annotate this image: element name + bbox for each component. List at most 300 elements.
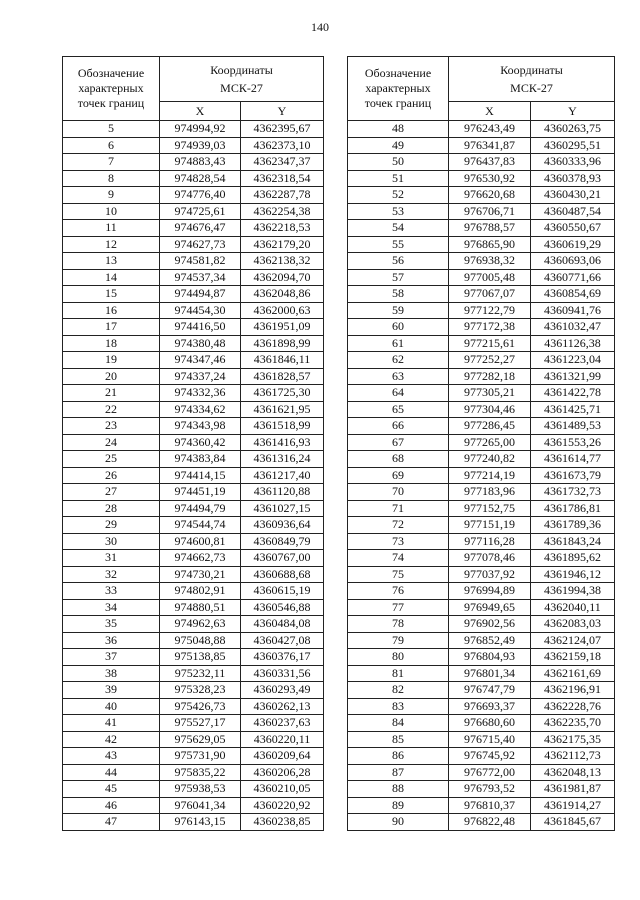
point-number: 24: [63, 434, 160, 451]
table-row: [348, 731, 615, 748]
point-number: 34: [63, 599, 160, 616]
x-coordinate: 975426,73: [160, 698, 241, 715]
y-coordinate: 4360619,29: [531, 236, 615, 253]
y-coordinate: 4361994,38: [531, 583, 615, 600]
point-label-header: Обозначение характерных точек границ: [63, 57, 160, 121]
point-number: 45: [63, 781, 160, 798]
x-coordinate: 975328,23: [160, 682, 241, 699]
point-number: 39: [63, 682, 160, 699]
x-coordinate: 974334,62: [160, 401, 241, 418]
point-number: 44: [63, 764, 160, 781]
point-number: 79: [348, 632, 449, 649]
point-number: 58: [348, 286, 449, 303]
table-row: [63, 781, 324, 798]
point-number: 23: [63, 418, 160, 435]
point-number: 61: [348, 335, 449, 352]
point-number: 69: [348, 467, 449, 484]
y-coordinate: 4360295,51: [531, 137, 615, 154]
y-coordinate: 4360767,00: [241, 550, 324, 567]
table-row: [63, 187, 324, 204]
table-row: [63, 203, 324, 220]
x-coordinate: 974828,54: [160, 170, 241, 187]
point-number: 30: [63, 533, 160, 550]
y-coordinate: 4361725,30: [241, 385, 324, 402]
x-coordinate: 976041,34: [160, 797, 241, 814]
point-number: 20: [63, 368, 160, 385]
x-coordinate: 974451,19: [160, 484, 241, 501]
x-coordinate: 977214,19: [449, 467, 531, 484]
x-coordinate: 977286,45: [449, 418, 531, 435]
y-coordinate: 4361828,57: [241, 368, 324, 385]
table-row: [348, 781, 615, 798]
y-coordinate: 4362048,86: [241, 286, 324, 303]
table-row: [63, 797, 324, 814]
y-coordinate: 4360210,05: [241, 781, 324, 798]
point-number: 68: [348, 451, 449, 468]
point-number: 36: [63, 632, 160, 649]
y-coordinate: 4361489,53: [531, 418, 615, 435]
point-number: 73: [348, 533, 449, 550]
y-coordinate: 4361898,99: [241, 335, 324, 352]
point-number: 52: [348, 187, 449, 204]
y-coordinate: 4361981,87: [531, 781, 615, 798]
point-number: 15: [63, 286, 160, 303]
y-coordinate: 4362347,37: [241, 154, 324, 171]
y-coordinate: 4360376,17: [241, 649, 324, 666]
point-number: 75: [348, 566, 449, 583]
y-coordinate: 4361223,04: [531, 352, 615, 369]
point-number: 37: [63, 649, 160, 666]
y-coordinate: 4360427,08: [241, 632, 324, 649]
y-coordinate: 4362040,11: [531, 599, 615, 616]
table-row: [348, 451, 615, 468]
x-coordinate: 977078,46: [449, 550, 531, 567]
table-row: [63, 385, 324, 402]
point-number: 22: [63, 401, 160, 418]
y-coordinate: 4361951,09: [241, 319, 324, 336]
y-coordinate: 4362228,76: [531, 698, 615, 715]
x-coordinate: 974880,51: [160, 599, 241, 616]
point-number: 50: [348, 154, 449, 171]
x-coordinate: 974627,73: [160, 236, 241, 253]
table-row: [63, 814, 324, 831]
table-row: [63, 566, 324, 583]
x-coordinate: 977304,46: [449, 401, 531, 418]
y-coordinate: 4362318,54: [241, 170, 324, 187]
point-number: 21: [63, 385, 160, 402]
y-coordinate: 4361673,79: [531, 467, 615, 484]
table-row: [348, 236, 615, 253]
x-coordinate: 974414,15: [160, 467, 241, 484]
table-row: [63, 682, 324, 699]
table-row: [63, 665, 324, 682]
point-number: 29: [63, 517, 160, 534]
y-coordinate: 4361895,62: [531, 550, 615, 567]
x-coordinate: 976772,00: [449, 764, 531, 781]
table-row: [348, 764, 615, 781]
x-coordinate: 974802,91: [160, 583, 241, 600]
point-number: 9: [63, 187, 160, 204]
x-coordinate: 974676,47: [160, 220, 241, 237]
y-coordinate: 4361425,71: [531, 401, 615, 418]
point-number: 60: [348, 319, 449, 336]
x-coordinate: 974383,84: [160, 451, 241, 468]
x-coordinate: 974343,98: [160, 418, 241, 435]
x-coordinate: 974380,48: [160, 335, 241, 352]
y-coordinate: 4360262,13: [241, 698, 324, 715]
x-coordinate: 976530,92: [449, 170, 531, 187]
x-coordinate: 975938,53: [160, 781, 241, 798]
y-coordinate: 4361846,11: [241, 352, 324, 369]
point-number: 13: [63, 253, 160, 270]
y-coordinate: 4360546,88: [241, 599, 324, 616]
x-coordinate: 975232,11: [160, 665, 241, 682]
x-coordinate: 974883,43: [160, 154, 241, 171]
x-coordinate: 976804,93: [449, 649, 531, 666]
x-coordinate: 974725,61: [160, 203, 241, 220]
point-number: 17: [63, 319, 160, 336]
x-coordinate: 976810,37: [449, 797, 531, 814]
point-label-header: Обозначение характерных точек границ: [348, 57, 449, 121]
y-coordinate: 4362159,18: [531, 649, 615, 666]
x-coordinate: 976437,83: [449, 154, 531, 171]
y-coordinate: 4360936,64: [241, 517, 324, 534]
point-number: 7: [63, 154, 160, 171]
table-row: [63, 731, 324, 748]
x-coordinate: 976747,79: [449, 682, 531, 699]
table-row: [63, 269, 324, 286]
y-coordinate: 4360293,49: [241, 682, 324, 699]
x-coordinate: 974994,92: [160, 121, 241, 138]
y-coordinate: 4362094,70: [241, 269, 324, 286]
table-row: [63, 368, 324, 385]
point-number: 89: [348, 797, 449, 814]
y-coordinate: 4360550,67: [531, 220, 615, 237]
point-number: 38: [63, 665, 160, 682]
point-number: 46: [63, 797, 160, 814]
point-number: 49: [348, 137, 449, 154]
x-coordinate: 974939,03: [160, 137, 241, 154]
point-number: 77: [348, 599, 449, 616]
point-number: 78: [348, 616, 449, 633]
table-row: [348, 187, 615, 204]
y-coordinate: 4362287,78: [241, 187, 324, 204]
point-number: 82: [348, 682, 449, 699]
x-coordinate: 974347,46: [160, 352, 241, 369]
table-row: [63, 748, 324, 765]
point-number: 57: [348, 269, 449, 286]
x-coordinate: 977116,28: [449, 533, 531, 550]
table-row: [348, 649, 615, 666]
point-number: 41: [63, 715, 160, 732]
table-row: [348, 319, 615, 336]
table-row: [348, 154, 615, 171]
table-row: [348, 632, 615, 649]
y-coordinate: 4361621,95: [241, 401, 324, 418]
y-coordinate: 4361126,38: [531, 335, 615, 352]
y-coordinate: 4361120,88: [241, 484, 324, 501]
x-coordinate: 974962,63: [160, 616, 241, 633]
point-number: 11: [63, 220, 160, 237]
table-row: [348, 368, 615, 385]
table-row: [348, 220, 615, 237]
point-number: 71: [348, 500, 449, 517]
table-row: [63, 154, 324, 171]
point-number: 5: [63, 121, 160, 138]
y-coordinate: 4360771,66: [531, 269, 615, 286]
y-coordinate: 4362083,03: [531, 616, 615, 633]
point-number: 31: [63, 550, 160, 567]
x-coordinate: 976706,71: [449, 203, 531, 220]
x-coordinate: 976902,56: [449, 616, 531, 633]
table-row: [63, 715, 324, 732]
point-number: 12: [63, 236, 160, 253]
x-coordinate: 974494,79: [160, 500, 241, 517]
point-number: 76: [348, 583, 449, 600]
table-row: [63, 236, 324, 253]
y-coordinate: 4361321,99: [531, 368, 615, 385]
point-number: 16: [63, 302, 160, 319]
x-coordinate: 974360,42: [160, 434, 241, 451]
y-coordinate: 4360941,76: [531, 302, 615, 319]
coordinates-table-right: [347, 56, 615, 831]
y-coordinate: 4360220,11: [241, 731, 324, 748]
x-coordinate: 976822,48: [449, 814, 531, 831]
table-row: [348, 616, 615, 633]
y-coordinate: 4362138,32: [241, 253, 324, 270]
x-coordinate: 975138,85: [160, 649, 241, 666]
x-coordinate: 976745,92: [449, 748, 531, 765]
table-row: [348, 385, 615, 402]
point-number: 40: [63, 698, 160, 715]
x-coordinate: 977215,61: [449, 335, 531, 352]
table-row: [63, 599, 324, 616]
point-number: 74: [348, 550, 449, 567]
point-number: 72: [348, 517, 449, 534]
y-coordinate: 4362161,69: [531, 665, 615, 682]
point-number: 64: [348, 385, 449, 402]
point-number: 66: [348, 418, 449, 435]
point-number: 53: [348, 203, 449, 220]
table-row: [348, 500, 615, 517]
point-number: 59: [348, 302, 449, 319]
coordinates-header: Координаты МСК-27: [449, 57, 615, 102]
table-row: [348, 253, 615, 270]
x-coordinate: 977252,27: [449, 352, 531, 369]
point-number: 6: [63, 137, 160, 154]
x-coordinate: 974537,34: [160, 269, 241, 286]
table-row: [63, 286, 324, 303]
x-coordinate: 976143,15: [160, 814, 241, 831]
y-coordinate: 4360688,68: [241, 566, 324, 583]
x-coordinate: 974494,87: [160, 286, 241, 303]
point-number: 19: [63, 352, 160, 369]
table-row: [348, 434, 615, 451]
x-coordinate: 976693,37: [449, 698, 531, 715]
table-row: [63, 550, 324, 567]
x-coordinate: 974332,36: [160, 385, 241, 402]
x-coordinate: 976680,60: [449, 715, 531, 732]
y-coordinate: 4362373,10: [241, 137, 324, 154]
point-number: 83: [348, 698, 449, 715]
y-coordinate: 4361732,73: [531, 484, 615, 501]
y-coordinate: 4360206,28: [241, 764, 324, 781]
y-coordinate: 4361914,27: [531, 797, 615, 814]
x-coordinate: 976243,49: [449, 121, 531, 138]
point-number: 62: [348, 352, 449, 369]
y-coordinate: 4360209,64: [241, 748, 324, 765]
y-coordinate: 4360220,92: [241, 797, 324, 814]
y-coordinate: 4362395,67: [241, 121, 324, 138]
point-number: 85: [348, 731, 449, 748]
y-coordinate: 4361316,24: [241, 451, 324, 468]
table-row: [63, 764, 324, 781]
point-number: 65: [348, 401, 449, 418]
table-row: [63, 220, 324, 237]
y-coordinate: 4360430,21: [531, 187, 615, 204]
point-number: 80: [348, 649, 449, 666]
point-number: 32: [63, 566, 160, 583]
table-row: [63, 137, 324, 154]
point-number: 35: [63, 616, 160, 633]
y-coordinate: 4360263,75: [531, 121, 615, 138]
point-number: 14: [63, 269, 160, 286]
point-number: 33: [63, 583, 160, 600]
point-number: 27: [63, 484, 160, 501]
y-coordinate: 4361416,93: [241, 434, 324, 451]
y-coordinate: 4362112,73: [531, 748, 615, 765]
y-coordinate: 4360378,93: [531, 170, 615, 187]
x-coordinate: 976865,90: [449, 236, 531, 253]
y-coordinate: 4362124,07: [531, 632, 615, 649]
x-coordinate: 977172,38: [449, 319, 531, 336]
x-coordinate: 977005,48: [449, 269, 531, 286]
point-number: 54: [348, 220, 449, 237]
y-coordinate: 4360615,19: [241, 583, 324, 600]
point-number: 51: [348, 170, 449, 187]
point-number: 86: [348, 748, 449, 765]
x-coordinate: 974454,30: [160, 302, 241, 319]
x-coordinate: 974662,73: [160, 550, 241, 567]
table-row: [348, 302, 615, 319]
table-row: [63, 500, 324, 517]
y-coordinate: 4360484,08: [241, 616, 324, 633]
table-row: [348, 682, 615, 699]
point-number: 88: [348, 781, 449, 798]
table-row: [348, 748, 615, 765]
table-row: [348, 121, 615, 138]
y-coordinate: 4360487,54: [531, 203, 615, 220]
x-coordinate: 974337,24: [160, 368, 241, 385]
table-row: [348, 286, 615, 303]
table-row: [63, 319, 324, 336]
x-coordinate: 976801,34: [449, 665, 531, 682]
y-column-header: Y: [531, 102, 615, 121]
y-coordinate: 4360238,85: [241, 814, 324, 831]
coordinates-table-left: [62, 56, 324, 831]
table-row: [63, 434, 324, 451]
y-coordinate: 4361843,24: [531, 533, 615, 550]
table-row: [63, 467, 324, 484]
x-coordinate: 977122,79: [449, 302, 531, 319]
y-coordinate: 4361217,40: [241, 467, 324, 484]
y-coordinate: 4360849,79: [241, 533, 324, 550]
point-number: 25: [63, 451, 160, 468]
table-row: [348, 352, 615, 369]
x-column-header: X: [160, 102, 241, 121]
table-row: [348, 335, 615, 352]
table-row: [348, 566, 615, 583]
y-coordinate: 4361553,26: [531, 434, 615, 451]
y-coordinate: 4361032,47: [531, 319, 615, 336]
point-number: 84: [348, 715, 449, 732]
x-coordinate: 975048,88: [160, 632, 241, 649]
table-row: [348, 583, 615, 600]
y-coordinate: 4362254,38: [241, 203, 324, 220]
coordinates-header: Координаты МСК-27: [160, 57, 324, 102]
x-coordinate: 976341,87: [449, 137, 531, 154]
y-coordinate: 4361786,81: [531, 500, 615, 517]
table-row: [348, 203, 615, 220]
x-coordinate: 976793,52: [449, 781, 531, 798]
y-coordinate: 4361946,12: [531, 566, 615, 583]
y-coordinate: 4362175,35: [531, 731, 615, 748]
x-coordinate: 974581,82: [160, 253, 241, 270]
table-row: [348, 170, 615, 187]
table-row: [63, 170, 324, 187]
x-coordinate: 976788,57: [449, 220, 531, 237]
x-coordinate: 976994,89: [449, 583, 531, 600]
point-number: 47: [63, 814, 160, 831]
table-row: [63, 616, 324, 633]
x-coordinate: 977282,18: [449, 368, 531, 385]
table-row: [348, 698, 615, 715]
x-coordinate: 977305,21: [449, 385, 531, 402]
x-coordinate: 975731,90: [160, 748, 241, 765]
y-coordinate: 4361614,77: [531, 451, 615, 468]
table-row: [63, 632, 324, 649]
y-coordinate: 4360331,56: [241, 665, 324, 682]
x-coordinate: 975527,17: [160, 715, 241, 732]
x-coordinate: 977240,82: [449, 451, 531, 468]
table-row: [63, 253, 324, 270]
table-row: [348, 517, 615, 534]
table-row: [63, 533, 324, 550]
point-number: 67: [348, 434, 449, 451]
table-row: [348, 467, 615, 484]
x-coordinate: 976715,40: [449, 731, 531, 748]
table-row: [348, 599, 615, 616]
table-row: [63, 517, 324, 534]
point-number: 28: [63, 500, 160, 517]
x-coordinate: 974416,50: [160, 319, 241, 336]
table-row: [63, 698, 324, 715]
table-row: [63, 302, 324, 319]
point-number: 56: [348, 253, 449, 270]
x-coordinate: 974776,40: [160, 187, 241, 204]
table-row: [63, 352, 324, 369]
x-coordinate: 977265,00: [449, 434, 531, 451]
point-number: 55: [348, 236, 449, 253]
point-number: 26: [63, 467, 160, 484]
point-number: 63: [348, 368, 449, 385]
point-number: 8: [63, 170, 160, 187]
table-row: [348, 269, 615, 286]
table-row: [63, 401, 324, 418]
table-row: [348, 533, 615, 550]
y-coordinate: 4360333,96: [531, 154, 615, 171]
table-row: [348, 418, 615, 435]
